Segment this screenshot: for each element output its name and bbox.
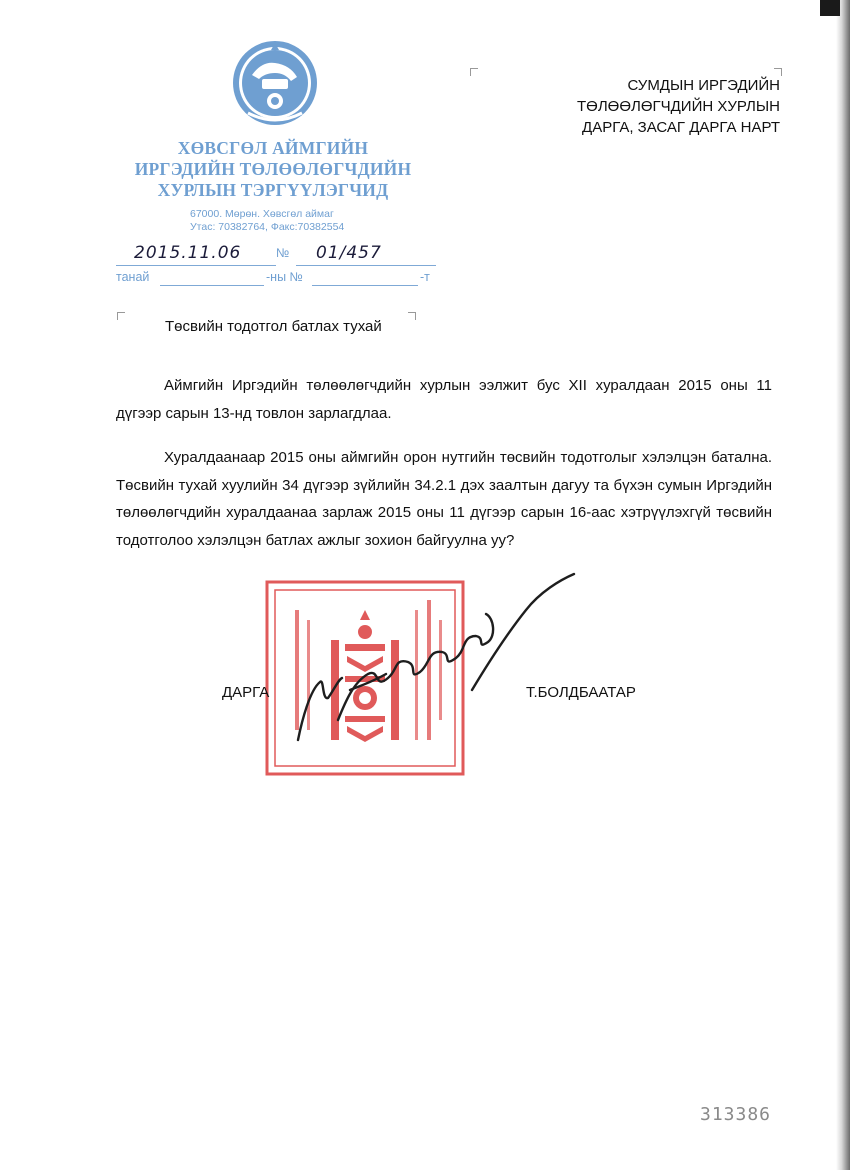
handwritten-signature bbox=[290, 570, 580, 750]
date-handwritten: 2015.11.06 bbox=[134, 243, 242, 263]
paragraph-text: Хуралдаанаар 2015 оны аймгийн орон нутгийн төсвийн тодотголыг хэлэлцэн батална. Төсвийн тухай хуулийн 34 дүгээр зүйлийн 34.2.1 дэх заалтын дагуу та бүхэн сумын Иргэдийн төлөөлөгчдийн хуралдаанаа зарлаж 2015 оны 11 дүгээр сарын 16-аас хэтрүүлэхгүй төсвийн тодотголоо хэлэлцэн батлах ажлыг зохион байгуулна уу? bbox=[116, 449, 772, 549]
subject-line: Төсвийн тодотгол батлах тухай bbox=[165, 318, 382, 335]
org-line-1: ХӨВСГӨЛ АЙМГИЙН bbox=[177, 138, 369, 158]
scan-corner-mark bbox=[820, 0, 840, 16]
reference-number: 313386 bbox=[700, 1104, 772, 1125]
subject-corner-tr bbox=[408, 312, 416, 320]
org-address bbox=[190, 208, 380, 234]
recipient-block bbox=[530, 75, 780, 138]
state-emblem-icon bbox=[230, 35, 320, 135]
tanai-underline bbox=[160, 285, 264, 286]
signer-role: ДАРГА bbox=[222, 684, 270, 701]
org-line-2: ИРГЭДИЙН ТӨЛӨӨЛӨГЧДИЙН bbox=[134, 159, 412, 179]
number-label: № bbox=[276, 246, 290, 260]
paragraph-text: Аймгийн Иргэдийн төлөөлөгчдийн хурлын ээлжит бус XII хуралдаан 2015 оны 11 дүгээр сарын 13-нд товлон зарлагдлаа. bbox=[116, 377, 772, 422]
org-header bbox=[118, 138, 428, 201]
tanai-label: танай bbox=[116, 270, 150, 284]
tanai-row bbox=[116, 270, 446, 288]
date-underline bbox=[116, 265, 276, 266]
org-line-3: ХУРЛЫН ТЭРГҮҮЛЭГЧИД bbox=[157, 180, 389, 200]
recipient-line-3: ДАРГА, ЗАСАГ ДАРГА НАРТ bbox=[582, 119, 780, 136]
address-line: 67000. Мөрөн. Хөвсгөл аймаг bbox=[190, 208, 334, 220]
date-number-row bbox=[116, 242, 436, 266]
recipient-line-1: СУМДЫН ИРГЭДИЙН bbox=[627, 77, 780, 94]
subject-corner-tl bbox=[117, 312, 125, 320]
signer-name: Т.БОЛДБААТАР bbox=[526, 684, 636, 701]
ny-underline bbox=[312, 285, 418, 286]
address-corner-tl bbox=[470, 68, 478, 76]
recipient-line-2: ТӨЛӨӨЛӨГЧДИЙН ХУРЛЫН bbox=[576, 98, 780, 115]
contacts-line: Утас: 70382764, Факс:70382554 bbox=[190, 221, 345, 233]
scan-edge bbox=[836, 0, 850, 1170]
t-suffix: -т bbox=[420, 270, 430, 284]
body-paragraph-1 bbox=[116, 372, 772, 427]
body-paragraph-2 bbox=[116, 444, 772, 554]
number-handwritten: 01/457 bbox=[316, 243, 382, 263]
ny-label: -ны № bbox=[266, 270, 303, 284]
number-underline bbox=[296, 265, 436, 266]
